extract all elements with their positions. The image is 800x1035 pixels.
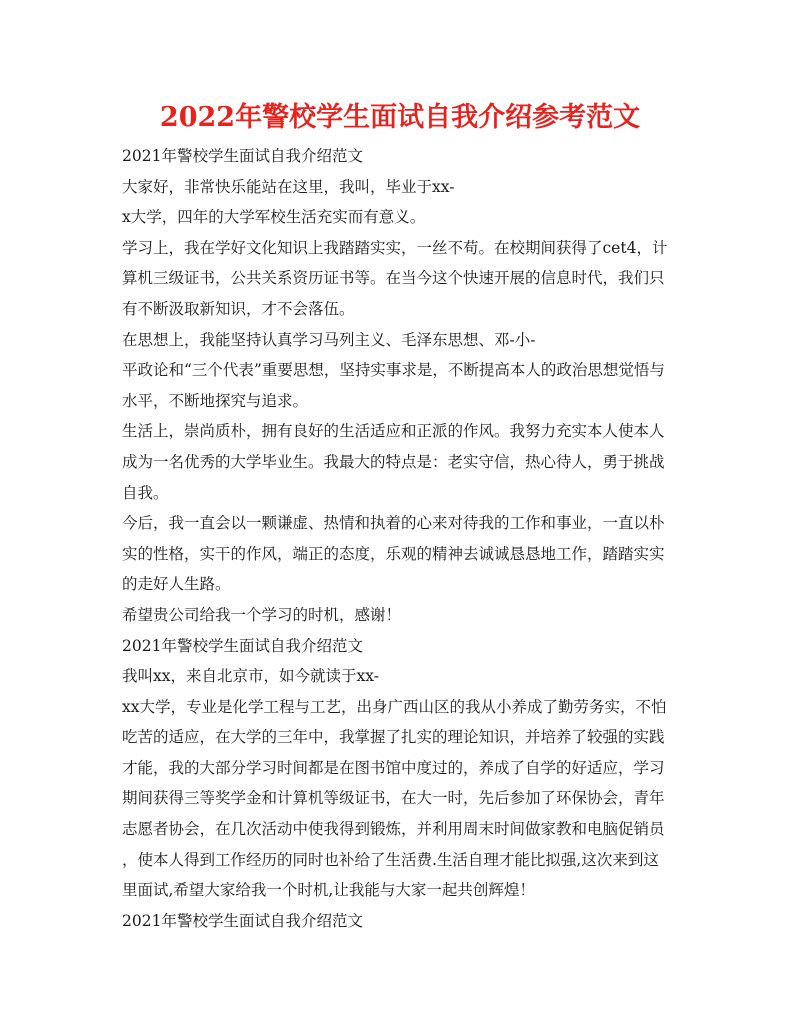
body-line: 在思想上，我能坚持认真学习马列主义、毛泽东思想、邓-小-	[122, 330, 536, 349]
body-line: 希望贵公司给我一个学习的时机，感谢！	[122, 605, 402, 624]
body-line: 算机三级证书，公共关系资历证书等。在当今这个快速开展的信息时代，我们只	[122, 269, 665, 288]
body-line: 水平，不断地探究与追求。	[122, 391, 309, 410]
body-line: 的走好人生路。	[122, 575, 231, 594]
body-line: 大家好，非常快乐能站在这里，我叫，毕业于xx-	[122, 177, 455, 196]
body-line: 我叫xx，来自北京市，如今就读于xx-	[122, 667, 379, 686]
body-line: 成为一名优秀的大学毕业生。我最大的特点是：老实守信，热心待人，勇于挑战	[122, 452, 665, 471]
body-line: 吃苦的适应，在大学的三年中，我掌握了扎实的理论知识，并培养了较强的实践	[122, 728, 665, 747]
body-line: 自我。	[122, 483, 169, 502]
body-line: 有不断汲取新知识，才不会落伍。	[122, 299, 355, 318]
body-line: 2021年警校学生面试自我介绍范文	[122, 147, 363, 165]
body-line: 里面试,希望大家给我一个时机,让我能与大家一起共创辉煌！	[122, 881, 535, 900]
document-body	[122, 141, 682, 936]
body-line: 学习上，我在学好文化知识上我踏踏实实，一丝不苟。在校期间获得了cet4，计	[122, 238, 668, 257]
body-line: xx大学，专业是化学工程与工艺，出身广西山区的我从小养成了勤劳务实，不怕	[122, 697, 667, 716]
body-line: 平政论和“三个代表”重要思想，坚持实事求是，不断提高本人的政治思想觉悟与	[122, 361, 665, 380]
body-line: ，使本人得到工作经历的同时也补给了生活费.生活自理才能比拟强,这次来到这	[122, 850, 659, 869]
body-line: 生活上，崇尚质朴，拥有良好的生活适应和正派的作风。我努力充实本人使本人	[122, 422, 665, 441]
document-title: 2022年警校学生面试自我介绍参考范文	[159, 102, 641, 133]
body-line: 今后，我一直会以一颗谦虚、热情和执着的心来对待我的工作和事业，一直以朴	[122, 514, 665, 533]
body-line: 志愿者协会，在几次活动中使我得到锻炼，并利用周末时间做家教和电脑促销员	[122, 820, 665, 839]
body-line: x大学，四年的大学军校生活充实而有意义。	[122, 208, 426, 227]
body-line: 期间获得三等奖学金和计算机等级证书，在大一时，先后参加了环保协会，青年	[122, 789, 665, 808]
body-line: 实的性格，实干的作风，端正的态度，乐观的精神去诚诚恳恳地工作，踏踏实实	[122, 544, 665, 563]
body-line: 2021年警校学生面试自我介绍范文	[122, 911, 363, 930]
body-line: 2021年警校学生面试自我介绍范文	[122, 636, 363, 655]
body-line: 才能，我的大部分学习时间都是在图书馆中度过的，养成了自学的好适应，学习	[122, 758, 665, 777]
